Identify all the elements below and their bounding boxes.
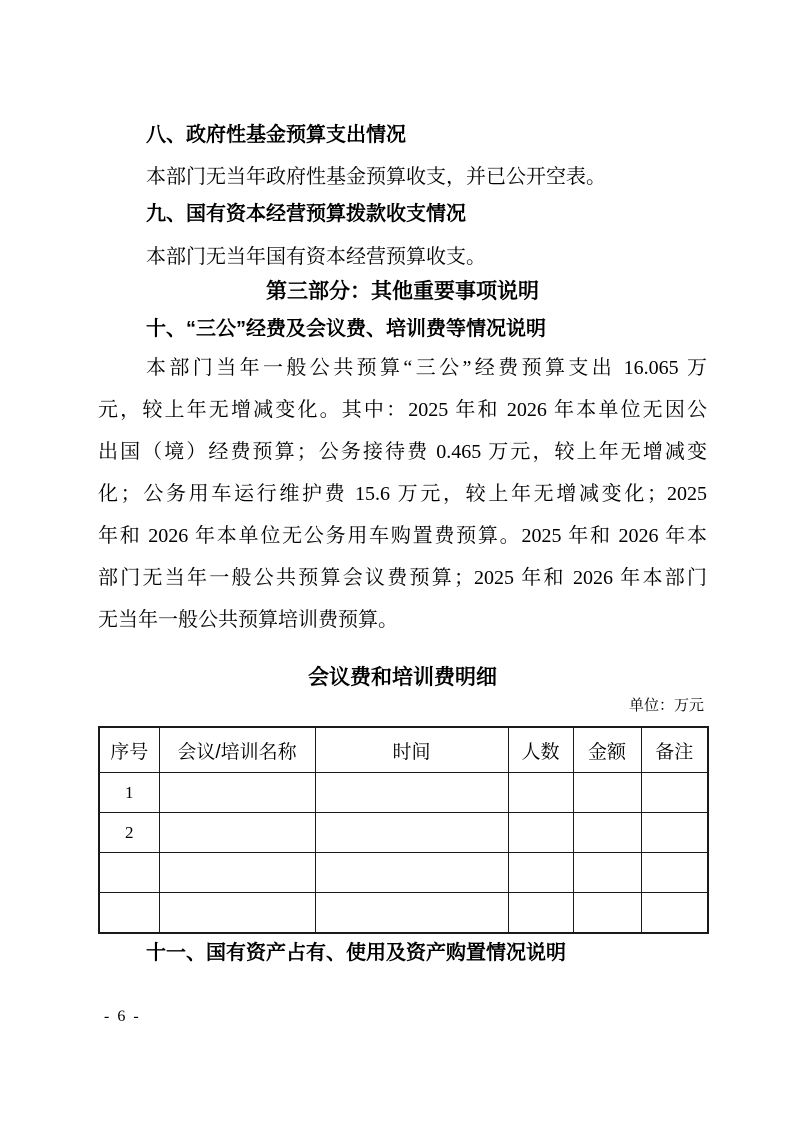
table-row: [99, 813, 708, 853]
cell-amount: [573, 893, 641, 934]
cell-time: [315, 893, 508, 934]
page-number: - 6 -: [104, 1008, 141, 1025]
paragraph-line: 出国（境）经费预算；公务接待费 0.465 万元，较上年无增减变: [98, 441, 707, 463]
col-header-time: 时间: [315, 727, 508, 773]
paragraph-section-8: 本部门无当年政府性基金预算收支，并已公开空表。: [146, 166, 606, 188]
cell-index: [99, 893, 159, 934]
cell-index: 1: [99, 773, 159, 813]
cell-time: [315, 853, 508, 893]
cell-amount: [573, 773, 641, 813]
cell-people: [508, 893, 573, 934]
cell-name: [159, 773, 315, 813]
paragraph-line: 部门无当年一般公共预算会议费预算；2025 年和 2026 年本部门: [98, 567, 707, 589]
table-row: [99, 853, 708, 893]
cell-people: [508, 773, 573, 813]
paragraph-line: 年和 2026 年本单位无公务用车购置费预算。2025 年和 2026 年本: [98, 525, 707, 547]
col-header-index: 序号: [99, 727, 159, 773]
cell-name: [159, 893, 315, 934]
fee-table-title: 会议费和培训费明细: [308, 665, 497, 689]
paragraph-line: 本部门当年一般公共预算“三公”经费预算支出 16.065 万: [146, 357, 707, 379]
col-header-people: 人数: [508, 727, 573, 773]
cell-index: 2: [99, 813, 159, 853]
cell-people: [508, 853, 573, 893]
paragraph-section-10: [98, 347, 707, 641]
cell-amount: [573, 813, 641, 853]
cell-name: [159, 813, 315, 853]
paragraph-line: 元，较上年无增减变化。其中：2025 年和 2026 年本单位无因公: [98, 399, 707, 421]
cell-time: [315, 813, 508, 853]
paragraph-section-9: 本部门无当年国有资本经营预算收支。: [146, 246, 486, 268]
table-row: [99, 893, 708, 934]
col-header-amount: 金额: [573, 727, 641, 773]
paragraph-line: 化；公务用车运行维护费 15.6 万元，较上年无增减变化；2025: [98, 483, 707, 505]
col-header-name: 会议/培训名称: [159, 727, 315, 773]
cell-index: [99, 853, 159, 893]
fee-table: [98, 726, 709, 934]
heading-section-8: 八、政府性基金预算支出情况: [146, 124, 406, 146]
fee-table-unit-label: 单位：万元: [628, 698, 704, 714]
part3-title: 第三部分：其他重要事项说明: [266, 279, 539, 303]
cell-remark: [641, 773, 708, 813]
cell-people: [508, 813, 573, 853]
heading-section-9: 九、国有资本经营预算拨款收支情况: [146, 203, 466, 225]
cell-remark: [641, 853, 708, 893]
fee-table-header-row: [99, 727, 708, 773]
cell-time: [315, 773, 508, 813]
col-header-remark: 备注: [641, 727, 708, 773]
cell-amount: [573, 853, 641, 893]
heading-section-11: 十一、国有资产占有、使用及资产购置情况说明: [146, 942, 566, 964]
cell-remark: [641, 893, 708, 934]
paragraph-line: 无当年一般公共预算培训费预算。: [98, 609, 398, 631]
cell-remark: [641, 813, 708, 853]
heading-section-10: 十、“三公”经费及会议费、培训费等情况说明: [146, 318, 546, 340]
cell-name: [159, 853, 315, 893]
table-row: [99, 773, 708, 813]
